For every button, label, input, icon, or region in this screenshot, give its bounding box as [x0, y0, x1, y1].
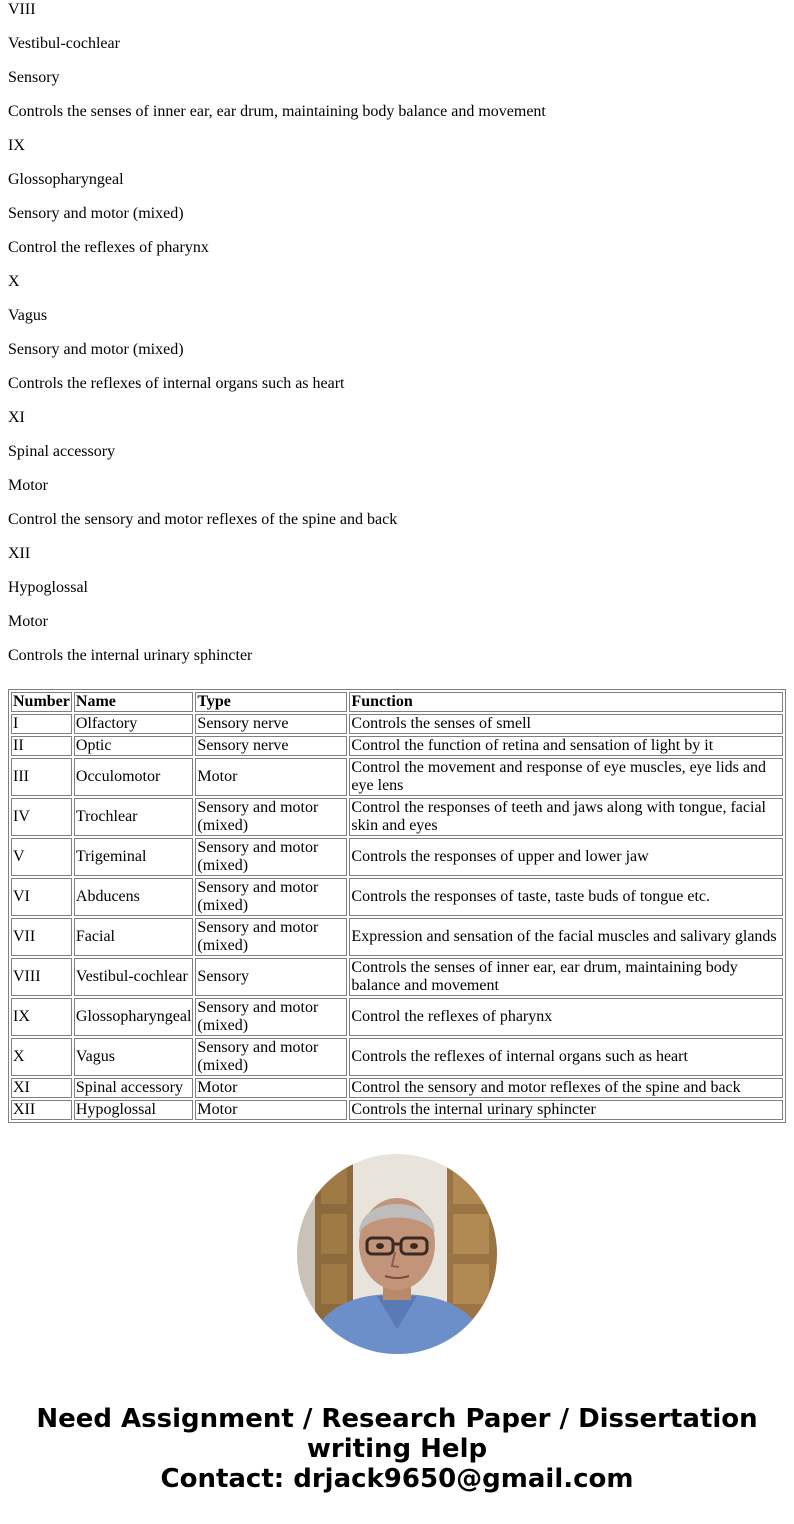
- table-row: [11, 714, 783, 734]
- nerve-paragraph: VIII: [8, 1, 36, 18]
- nerve-paragraph: Controls the reflexes of internal organs such as heart: [8, 375, 345, 392]
- table-row: [11, 998, 783, 1036]
- cell-number: XI: [11, 1078, 72, 1098]
- cell-number: XII: [11, 1100, 72, 1120]
- cell-type: Motor: [195, 1078, 347, 1098]
- header-number: Number: [13, 693, 70, 710]
- cell-type: Sensory and motor (mixed): [195, 998, 347, 1036]
- nerve-paragraph: Spinal accessory: [8, 443, 116, 460]
- cell-function: Controls the senses of smell: [349, 714, 783, 734]
- cell-number: III: [11, 758, 72, 796]
- cell-type: Sensory: [195, 958, 347, 996]
- cell-number: II: [11, 736, 72, 756]
- cell-function: Controls the responses of taste, taste buds of tongue etc.: [349, 878, 783, 916]
- nerve-paragraph: Sensory: [8, 69, 60, 86]
- table-row: [11, 1100, 783, 1120]
- nerve-paragraph: Glossopharyngeal: [8, 171, 124, 188]
- table-row: [11, 1078, 783, 1098]
- cell-name: Abducens: [74, 878, 194, 916]
- author-portrait-image: [297, 1154, 497, 1354]
- cell-name: Vestibul-cochlear: [74, 958, 194, 996]
- cell-name: Trigeminal: [74, 838, 194, 876]
- cell-name: Facial: [74, 918, 194, 956]
- cell-function: Control the movement and response of eye muscles, eye lids and eye lens: [349, 758, 783, 796]
- nerve-paragraph: Motor: [8, 477, 48, 494]
- table-row: [11, 918, 783, 956]
- table-body: [11, 714, 783, 1120]
- cell-name: Glossopharyngeal: [74, 998, 194, 1036]
- table-row: [11, 798, 783, 836]
- header-function: Function: [349, 692, 783, 712]
- cell-function: Control the sensory and motor reflexes of the spine and back: [349, 1078, 783, 1098]
- nerve-paragraph: Hypoglossal: [8, 579, 88, 596]
- nerve-paragraph: X: [8, 273, 20, 290]
- cta-line-2: writing Help: [306, 1434, 488, 1464]
- nerve-paragraph: Vestibul-cochlear: [8, 35, 120, 52]
- page-content: [0, 1, 794, 1123]
- table-row: [11, 758, 783, 796]
- cranial-nerves-table: [8, 689, 786, 1123]
- nerve-paragraph: Controls the senses of inner ear, ear drum, maintaining body balance and movement: [8, 103, 546, 120]
- cell-function: Controls the reflexes of internal organs such as heart: [349, 1038, 783, 1076]
- cell-function: Expression and sensation of the facial muscles and salivary glands: [349, 918, 783, 956]
- cell-name: Spinal accessory: [74, 1078, 194, 1098]
- cell-type: Motor: [195, 758, 347, 796]
- cta-line-1: Need Assignment / Research Paper / Dissertation: [36, 1404, 758, 1434]
- cell-function: Control the reflexes of pharynx: [349, 998, 783, 1036]
- cell-type: Sensory nerve: [195, 714, 347, 734]
- cell-type: Sensory and motor (mixed): [195, 1038, 347, 1076]
- header-name: Name: [74, 692, 194, 712]
- cell-name: Trochlear: [74, 798, 194, 836]
- nerve-paragraph: Motor: [8, 613, 48, 630]
- table-header-row: [11, 692, 783, 712]
- cell-function: Controls the responses of upper and lower jaw: [349, 838, 783, 876]
- cell-number: I: [11, 714, 72, 734]
- author-avatar: [297, 1154, 497, 1354]
- cell-type: Sensory and motor (mixed): [195, 798, 347, 836]
- cell-function: Controls the internal urinary sphincter: [349, 1100, 783, 1120]
- table-row: [11, 736, 783, 756]
- nerve-paragraph-list: [8, 1, 786, 681]
- nerve-paragraph: XII: [8, 545, 31, 562]
- cell-function: Control the responses of teeth and jaws along with tongue, facial skin and eyes: [349, 798, 783, 836]
- cell-type: Sensory nerve: [195, 736, 347, 756]
- cell-name: Hypoglossal: [74, 1100, 194, 1120]
- nerve-paragraph: IX: [8, 137, 25, 154]
- call-to-action: [0, 1404, 794, 1494]
- cell-type: Sensory and motor (mixed): [195, 878, 347, 916]
- nerve-paragraph: XI: [8, 409, 25, 426]
- nerve-paragraph: Vagus: [8, 307, 48, 324]
- cell-number: IV: [11, 798, 72, 836]
- cell-name: Vagus: [74, 1038, 194, 1076]
- nerve-paragraph: Sensory and motor (mixed): [8, 205, 184, 222]
- cell-type: Motor: [195, 1100, 347, 1120]
- nerve-paragraph: Control the sensory and motor reflexes of the spine and back: [8, 511, 398, 528]
- cell-number: X: [11, 1038, 72, 1076]
- cell-function: Control the function of retina and sensation of light by it: [349, 736, 783, 756]
- cell-type: Sensory and motor (mixed): [195, 838, 347, 876]
- cell-name: Occulomotor: [74, 758, 194, 796]
- cell-name: Olfactory: [74, 714, 194, 734]
- cta-contact-line: Contact: drjack9650@gmail.com: [160, 1464, 634, 1494]
- cell-number: IX: [11, 998, 72, 1036]
- cell-function: Controls the senses of inner ear, ear drum, maintaining body balance and movement: [349, 958, 783, 996]
- cell-number: V: [11, 838, 72, 876]
- nerve-paragraph: Sensory and motor (mixed): [8, 341, 184, 358]
- table-row: [11, 958, 783, 996]
- cell-number: VI: [11, 878, 72, 916]
- cell-number: VII: [11, 918, 72, 956]
- nerve-paragraph: Controls the internal urinary sphincter: [8, 647, 253, 664]
- table-row: [11, 1038, 783, 1076]
- table-row: [11, 878, 783, 916]
- nerve-paragraph: Control the reflexes of pharynx: [8, 239, 209, 256]
- table-row: [11, 838, 783, 876]
- cell-name: Optic: [74, 736, 194, 756]
- header-type: Type: [195, 692, 347, 712]
- cell-number: VIII: [11, 958, 72, 996]
- cell-type: Sensory and motor (mixed): [195, 918, 347, 956]
